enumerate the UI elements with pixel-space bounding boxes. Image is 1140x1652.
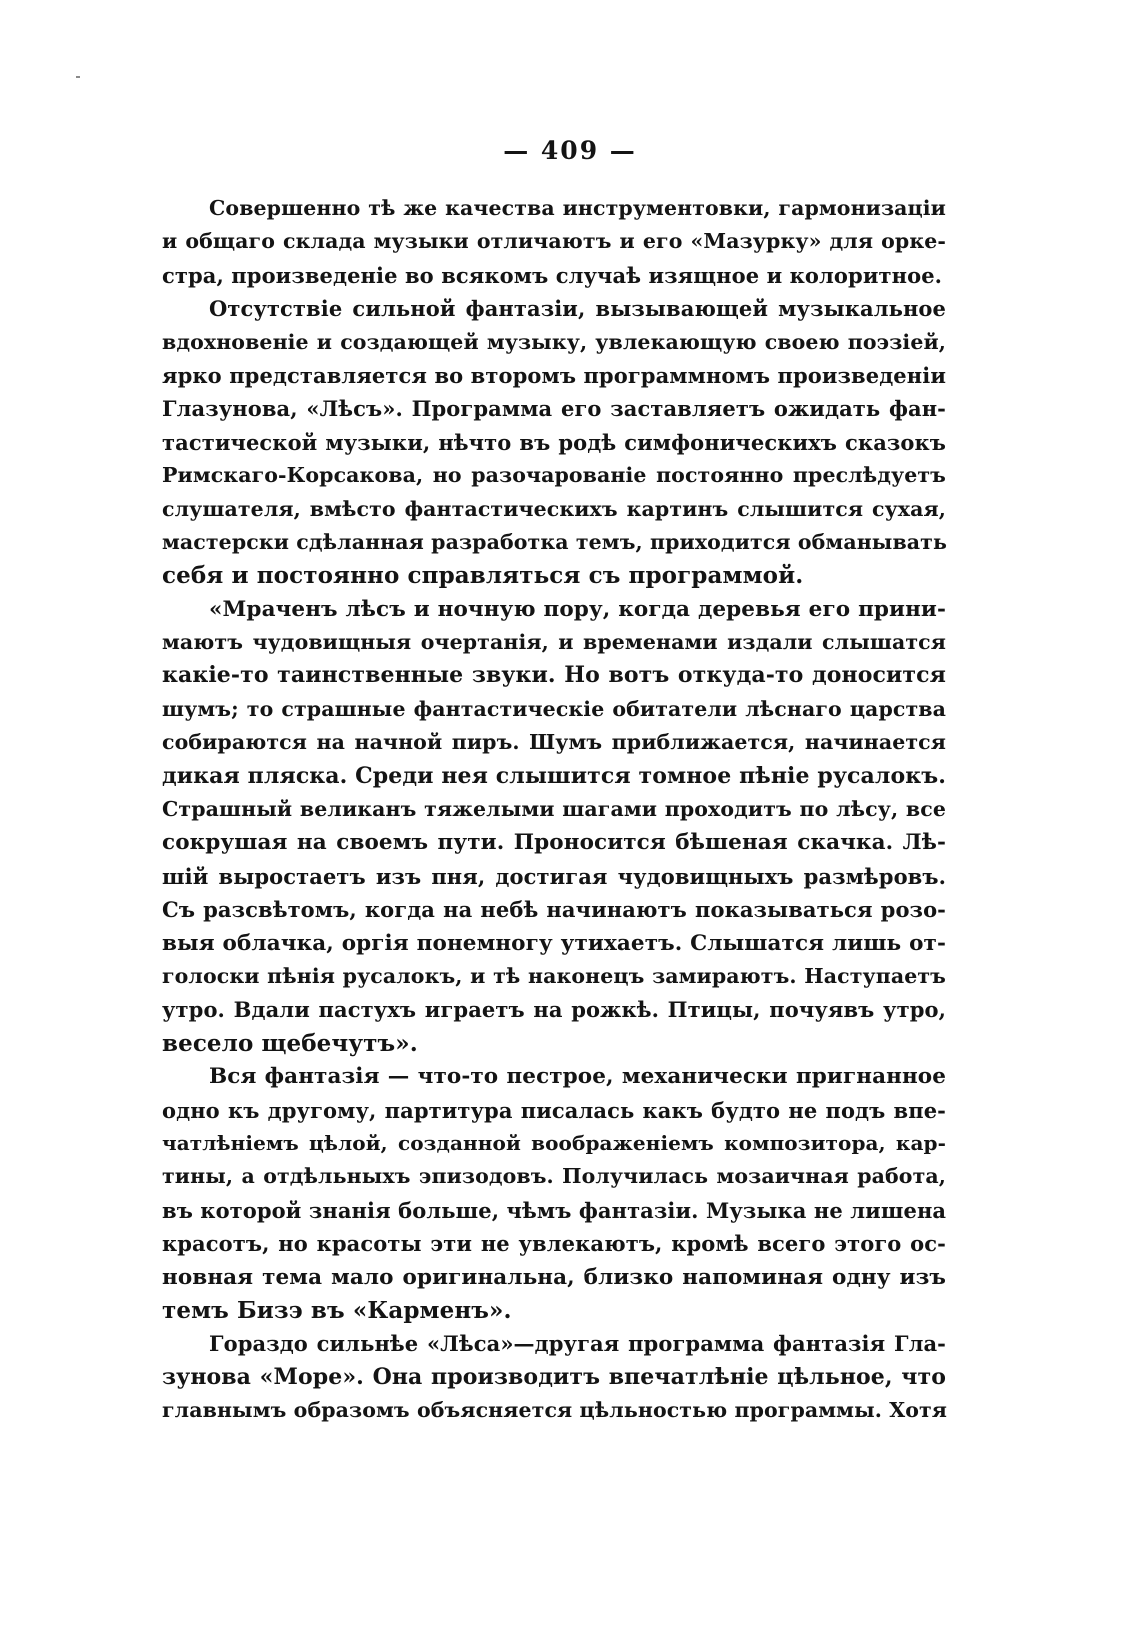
- text-line: чатлѣніемъ цѣлой, созданной воображеніемъ композитора, кар-: [162, 1130, 946, 1155]
- text-line: новная тема мало оригинальна, близко напоминая одну изъ: [162, 1264, 946, 1290]
- page-number: — 409 —: [503, 136, 637, 165]
- text-line: шій выростаетъ изъ пня, достигая чудовищныхъ размѣровъ.: [162, 863, 946, 889]
- text-line: Страшный великанъ тяжелыми шагами проходитъ по лѣсу, все: [162, 797, 946, 822]
- text-line: зунова «Море». Она производитъ впечатлѣніе цѣльное, что: [162, 1363, 946, 1390]
- text-line: какіе-то таинственные звуки. Но вотъ откуда-то доносится: [162, 662, 946, 689]
- body-text: [162, 192, 946, 1427]
- text-line: вдохновеніе и создающей музыку, увлекающую своею поэзіей,: [162, 329, 946, 354]
- text-line: и общаго склада музыки отличаютъ и его «Мазурку» для орке-: [162, 229, 946, 254]
- text-line: Гораздо сильнѣе «Лѣса»—другая программа фантазія Гла-: [209, 1331, 946, 1357]
- text-line: дикая пляска. Среди нея слышится томное пѣніе русалокъ.: [162, 762, 946, 789]
- text-line: тины, а отдѣльныхъ эпизодовъ. Получилась мозаичная работа,: [162, 1164, 946, 1189]
- text-line: Римскаго-Корсакова, но разочарованіе постоянно преслѣдуетъ: [162, 463, 946, 488]
- text-line: въ которой знанія больше, чѣмъ фантазіи. Музыка не лишена: [162, 1197, 947, 1223]
- scan-edge-mark: [76, 76, 80, 78]
- text-line: шумъ; то страшные фантастическіе обитатели лѣснаго царства: [162, 696, 946, 721]
- text-line: выя облачка, оргія понемногу утихаетъ. Слышатся лишь от-: [162, 930, 946, 956]
- text-line: голоски пѣнія русалокъ, и тѣ наконецъ замираютъ. Наступаетъ: [162, 963, 946, 988]
- text-line: Глазунова, «Лѣсъ». Программа его заставляетъ ожидать фан-: [162, 396, 946, 422]
- text-line: стра, произведеніе во всякомъ случаѣ изящное и колоритное.: [162, 262, 943, 288]
- text-line: Совершенно тѣ же качества инструментовки, гармонизаціи: [209, 196, 946, 220]
- text-line: главнымъ образомъ объясняется цѣльностью программы. Хотя: [162, 1398, 948, 1423]
- text-line: утро. Вдали пастухъ играетъ на рожкѣ. Птицы, почуявъ утро,: [162, 997, 946, 1023]
- text-line: маютъ чудовищныя очертанія, и временами издали слышатся: [162, 630, 946, 655]
- text-line: тастической музыки, нѣчто въ родѣ симфоническихъ сказокъ: [162, 429, 946, 455]
- text-line: слушателя, вмѣсто фантастическихъ картинъ слышится сухая,: [162, 496, 946, 521]
- text-line: ярко представляется во второмъ программномъ произведеніи: [162, 362, 946, 388]
- text-line: Отсутствіе сильной фантазіи, вызывающей музыкальное: [209, 296, 946, 322]
- text-line: Вся фантазія — что-то пестрое, механически пригнанное: [209, 1064, 946, 1090]
- text-line: темъ Бизэ въ «Карменъ».: [162, 1296, 512, 1324]
- text-line: красотъ, но красоты эти не увлекаютъ, кромѣ всего этого ос-: [162, 1231, 946, 1257]
- text-line: сокрушая на своемъ пути. Проносится бѣшеная скачка. Лѣ-: [162, 830, 946, 856]
- text-line: собираются на начной пиръ. Шумъ приближается, начинается: [162, 730, 946, 755]
- text-line: одно къ другому, партитура писалась какъ будто не подъ впе-: [162, 1097, 946, 1123]
- text-line: «Мраченъ лѣсъ и ночную пору, когда деревья его прини-: [209, 596, 946, 622]
- text-line: себя и постоянно справляться съ программой.: [162, 562, 804, 590]
- text-line: мастерски сдѣланная разработка темъ, приходится обманывать: [162, 529, 947, 554]
- text-line: весело щебечутъ».: [162, 1029, 418, 1057]
- text-line: Съ разсвѣтомъ, когда на небѣ начинаютъ показываться розо-: [162, 897, 946, 923]
